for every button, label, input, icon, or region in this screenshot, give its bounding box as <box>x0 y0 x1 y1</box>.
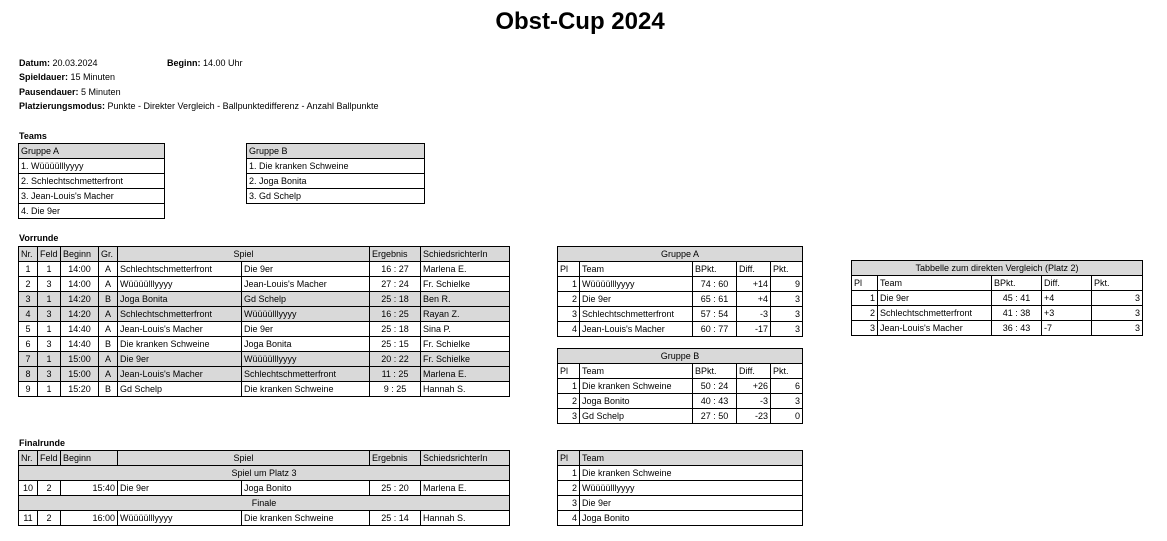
tabelle_b-diff-cell: +26 <box>737 379 771 394</box>
tabelle_b-platz-cell: 3 <box>558 409 580 424</box>
teams-label: Teams <box>19 131 47 141</box>
tabelle_b-diff-cell: -3 <box>737 394 771 409</box>
vorrunde-table <box>18 246 510 397</box>
table-row <box>558 394 803 409</box>
fr-h-schiri: SchiedsrichterIn <box>421 451 510 466</box>
vorrunde-ergebnis-cell: 16 : 25 <box>370 307 421 322</box>
finalrunde-label: Finalrunde <box>19 438 66 448</box>
direkt-platz-cell: 2 <box>852 306 878 321</box>
p3-ergebnis: 25 : 20 <box>370 481 421 496</box>
gruppe-a-title: Gruppe A <box>558 247 803 262</box>
vorrunde-nr-cell: 9 <box>19 382 38 397</box>
gruppe-a-teams <box>18 143 165 219</box>
vorrunde-feld-cell: 1 <box>38 382 61 397</box>
direkt-pkt-cell: 3 <box>1092 306 1143 321</box>
direkt-bpkt-cell: 45 : 41 <box>992 291 1042 306</box>
vorrunde-ergebnis-cell: 25 : 15 <box>370 337 421 352</box>
fin-ergebnis: 25 : 14 <box>370 511 421 526</box>
table-row <box>852 291 1143 306</box>
tabelle_a-diff-cell: +14 <box>737 277 771 292</box>
table-row <box>558 481 803 496</box>
fin-schiri: Hannah S. <box>421 511 510 526</box>
ta-h-bpkt: BPkt. <box>693 262 737 277</box>
direkt-title: Tabbelle zum direkten Vergleich (Platz 2) <box>852 261 1143 276</box>
tabelle_a-team-cell: Die 9er <box>580 292 693 307</box>
datum-line <box>19 58 98 68</box>
table-row <box>558 496 803 511</box>
gruppe-a-standings <box>557 246 803 337</box>
vorrunde-beginn-cell: 14:40 <box>61 337 99 352</box>
direkt-team-cell: Jean-Louis's Macher <box>878 321 992 336</box>
ta-h-team: Team <box>580 262 693 277</box>
te-h-team: Team <box>580 451 803 466</box>
vorrunde-team2-cell: Schlechtschmetterfront <box>242 367 370 382</box>
ta-h-diff: Diff. <box>737 262 771 277</box>
vorrunde-gruppe-cell: B <box>99 382 118 397</box>
vorrunde-beginn-cell: 14:40 <box>61 322 99 337</box>
direkt-pkt-cell: 3 <box>1092 291 1143 306</box>
vorrunde-ergebnis-cell: 16 : 27 <box>370 262 421 277</box>
vorrunde-beginn-cell: 14:20 <box>61 307 99 322</box>
tabelle_a-pkt-cell: 9 <box>771 277 803 292</box>
vorrunde-schiri-cell: Marlena E. <box>421 262 510 277</box>
vorrunde-team1-cell: Gd Schelp <box>118 382 242 397</box>
finalrunde-table <box>18 450 510 526</box>
te-h-pl: Pl <box>558 451 580 466</box>
fr-h-ergebnis: Ergebnis <box>370 451 421 466</box>
vorrunde-team2-cell: Jean-Louis's Macher <box>242 277 370 292</box>
vorrunde-team1-cell: Wüüüülllyyyy <box>118 277 242 292</box>
vorrunde-gruppe-cell: A <box>99 352 118 367</box>
tabelle_b-bpkt-cell: 50 : 24 <box>693 379 737 394</box>
pausendauer-line <box>19 87 121 97</box>
vorrunde-nr-cell: 5 <box>19 322 38 337</box>
tabelle_b-team-cell: Joga Bonito <box>580 394 693 409</box>
vorrunde-gruppe-cell: B <box>99 337 118 352</box>
table-row <box>558 322 803 337</box>
direkt-diff-cell: +4 <box>1042 291 1092 306</box>
tabelle_a-team-cell: Jean-Louis's Macher <box>580 322 693 337</box>
tabelle_a-diff-cell: +4 <box>737 292 771 307</box>
spieldauer-label: Spieldauer: <box>19 72 69 82</box>
vorrunde-team1-cell: Die kranken Schweine <box>118 337 242 352</box>
tabelle_a-team-cell: Schlechtschmetterfront <box>580 307 693 322</box>
direkt-team-cell: Die 9er <box>878 291 992 306</box>
endstand-team-cell: Die kranken Schweine <box>580 466 803 481</box>
direkt-platz-cell: 3 <box>852 321 878 336</box>
vorrunde-feld-cell: 1 <box>38 352 61 367</box>
vorrunde-feld-cell: 1 <box>38 262 61 277</box>
tabelle_a-bpkt-cell: 57 : 54 <box>693 307 737 322</box>
fin-beginn: 16:00 <box>61 511 118 526</box>
vr-h-schiri: SchiedsrichterIn <box>421 247 510 262</box>
vorrunde-ergebnis-cell: 25 : 18 <box>370 292 421 307</box>
tabelle_b-team-cell: Die kranken Schweine <box>580 379 693 394</box>
endstand-team-cell: Wüüüülllyyyy <box>580 481 803 496</box>
vorrunde-team1-cell: Jean-Louis's Macher <box>118 322 242 337</box>
gruppe-b-teams <box>246 143 425 204</box>
datum-label: Datum: <box>19 58 50 68</box>
team-a-4: 4. Die 9er <box>19 204 165 219</box>
direkt-diff-cell: +3 <box>1042 306 1092 321</box>
vorrunde-team1-cell: Die 9er <box>118 352 242 367</box>
vorrunde-beginn-cell: 15:00 <box>61 367 99 382</box>
vr-h-beginn: Beginn <box>61 247 99 262</box>
vorrunde-nr-cell: 8 <box>19 367 38 382</box>
endstand-platz-cell: 3 <box>558 496 580 511</box>
p3-beginn: 15:40 <box>61 481 118 496</box>
fr-h-nr: Nr. <box>19 451 38 466</box>
direkt-team-cell: Schlechtschmetterfront <box>878 306 992 321</box>
vorrunde-beginn-cell: 14:20 <box>61 292 99 307</box>
team-a-1: 1. Wüüüülllyyyy <box>19 159 165 174</box>
team-b-2: 2. Joga Bonita <box>247 174 425 189</box>
vorrunde-gruppe-cell: B <box>99 292 118 307</box>
gruppe-b-title: Gruppe B <box>558 349 803 364</box>
team-b-3: 3. Gd Schelp <box>247 189 425 204</box>
gruppe-b-header: Gruppe B <box>247 144 425 159</box>
vorrunde-ergebnis-cell: 11 : 25 <box>370 367 421 382</box>
table-row <box>19 367 510 382</box>
vorrunde-schiri-cell: Marlena E. <box>421 367 510 382</box>
modus-label: Platzierungsmodus: <box>19 101 106 111</box>
tabelle_a-platz-cell: 2 <box>558 292 580 307</box>
vorrunde-feld-cell: 1 <box>38 322 61 337</box>
vorrunde-gruppe-cell: A <box>99 322 118 337</box>
vorrunde-team2-cell: Wüüüülllyyyy <box>242 307 370 322</box>
table-row <box>558 511 803 526</box>
table-row <box>558 277 803 292</box>
vorrunde-ergebnis-cell: 9 : 25 <box>370 382 421 397</box>
vr-h-feld: Feld <box>38 247 61 262</box>
endstand-team-cell: Joga Bonito <box>580 511 803 526</box>
table-row <box>558 307 803 322</box>
pausendauer-value: 5 Minuten <box>81 87 121 97</box>
table-row <box>19 307 510 322</box>
tabelle_a-bpkt-cell: 74 : 60 <box>693 277 737 292</box>
vorrunde-feld-cell: 3 <box>38 277 61 292</box>
vorrunde-schiri-cell: Hannah S. <box>421 382 510 397</box>
td-h-bpkt: BPkt. <box>992 276 1042 291</box>
vorrunde-nr-cell: 7 <box>19 352 38 367</box>
vorrunde-team2-cell: Die 9er <box>242 262 370 277</box>
td-h-pkt: Pkt. <box>1092 276 1143 291</box>
beginn-value: 14.00 Uhr <box>203 58 243 68</box>
td-h-team: Team <box>878 276 992 291</box>
fr-h-spiel: Spiel <box>118 451 370 466</box>
fr-h-feld: Feld <box>38 451 61 466</box>
tabelle_b-bpkt-cell: 27 : 50 <box>693 409 737 424</box>
vorrunde-gruppe-cell: A <box>99 262 118 277</box>
vorrunde-nr-cell: 2 <box>19 277 38 292</box>
vorrunde-schiri-cell: Fr. Schielke <box>421 352 510 367</box>
p3-team2: Joga Bonito <box>242 481 370 496</box>
vorrunde-team1-cell: Schlechtschmetterfront <box>118 262 242 277</box>
tabelle_b-pkt-cell: 6 <box>771 379 803 394</box>
table-row <box>558 379 803 394</box>
tabelle_a-platz-cell: 3 <box>558 307 580 322</box>
table-row <box>19 352 510 367</box>
vr-h-spiel: Spiel <box>118 247 370 262</box>
table-row <box>19 337 510 352</box>
spieldauer-line <box>19 72 115 82</box>
datum-value: 20.03.2024 <box>52 58 98 68</box>
vorrunde-schiri-cell: Fr. Schielke <box>421 337 510 352</box>
table-row <box>558 466 803 481</box>
tabelle_a-diff-cell: -17 <box>737 322 771 337</box>
vorrunde-ergebnis-cell: 25 : 18 <box>370 322 421 337</box>
vorrunde-schiri-cell: Fr. Schielke <box>421 277 510 292</box>
endstand-platz-cell: 1 <box>558 466 580 481</box>
vorrunde-nr-cell: 6 <box>19 337 38 352</box>
table-row <box>852 321 1143 336</box>
tb-h-bpkt: BPkt. <box>693 364 737 379</box>
tabelle_a-pkt-cell: 3 <box>771 307 803 322</box>
finale-row <box>19 511 510 526</box>
vorrunde-schiri-cell: Ben R. <box>421 292 510 307</box>
table-row <box>852 306 1143 321</box>
vorrunde-team2-cell: Gd Schelp <box>242 292 370 307</box>
team-b-1: 1. Die kranken Schweine <box>247 159 425 174</box>
p3-schiri: Marlena E. <box>421 481 510 496</box>
tabelle_a-pkt-cell: 3 <box>771 292 803 307</box>
vorrunde-team2-cell: Wüüüülllyyyy <box>242 352 370 367</box>
table-row <box>19 322 510 337</box>
fin-nr: 11 <box>19 511 38 526</box>
tabelle_b-platz-cell: 1 <box>558 379 580 394</box>
table-row <box>558 292 803 307</box>
vorrunde-label: Vorrunde <box>19 233 59 243</box>
tabelle_b-bpkt-cell: 40 : 43 <box>693 394 737 409</box>
td-h-diff: Diff. <box>1042 276 1092 291</box>
table-row <box>19 292 510 307</box>
vorrunde-team1-cell: Jean-Louis's Macher <box>118 367 242 382</box>
endstand-platz-cell: 4 <box>558 511 580 526</box>
vr-h-gr: Gr. <box>99 247 118 262</box>
beginn-line <box>167 58 243 68</box>
modus-line <box>19 101 379 111</box>
tb-h-diff: Diff. <box>737 364 771 379</box>
vorrunde-ergebnis-cell: 27 : 24 <box>370 277 421 292</box>
vorrunde-nr-cell: 4 <box>19 307 38 322</box>
tabelle_a-team-cell: Wüüüülllyyyy <box>580 277 693 292</box>
table-row <box>19 382 510 397</box>
vorrunde-schiri-cell: Rayan Z. <box>421 307 510 322</box>
vorrunde-gruppe-cell: A <box>99 367 118 382</box>
ta-h-pkt: Pkt. <box>771 262 803 277</box>
vorrunde-team1-cell: Schlechtschmetterfront <box>118 307 242 322</box>
vorrunde-feld-cell: 3 <box>38 337 61 352</box>
tabelle_a-bpkt-cell: 65 : 61 <box>693 292 737 307</box>
spieldauer-value: 15 Minuten <box>70 72 116 82</box>
fin-team1: Wüüüülllyyyy <box>118 511 242 526</box>
direkt-bpkt-cell: 41 : 38 <box>992 306 1042 321</box>
tabelle_b-team-cell: Gd Schelp <box>580 409 693 424</box>
vorrunde-gruppe-cell: A <box>99 307 118 322</box>
team-a-3: 3. Jean-Louis's Macher <box>19 189 165 204</box>
tb-h-pl: Pl <box>558 364 580 379</box>
vr-h-ergebnis: Ergebnis <box>370 247 421 262</box>
direkter-vergleich-table <box>851 260 1143 336</box>
vorrunde-gruppe-cell: A <box>99 277 118 292</box>
modus-value: Punkte - Direkter Vergleich - Ballpunktedifferenz - Anzahl Ballpunkte <box>107 101 379 111</box>
tabelle_b-platz-cell: 2 <box>558 394 580 409</box>
ta-h-pl: Pl <box>558 262 580 277</box>
tabelle_a-bpkt-cell: 60 : 77 <box>693 322 737 337</box>
gruppe-b-standings <box>557 348 803 424</box>
direkt-pkt-cell: 3 <box>1092 321 1143 336</box>
tabelle_b-diff-cell: -23 <box>737 409 771 424</box>
endstand-table <box>557 450 803 526</box>
vorrunde-team2-cell: Die 9er <box>242 322 370 337</box>
vorrunde-ergebnis-cell: 20 : 22 <box>370 352 421 367</box>
p3-feld: 2 <box>38 481 61 496</box>
tb-h-pkt: Pkt. <box>771 364 803 379</box>
vorrunde-beginn-cell: 14:00 <box>61 277 99 292</box>
table-row <box>19 277 510 292</box>
fin-feld: 2 <box>38 511 61 526</box>
tabelle_b-pkt-cell: 3 <box>771 394 803 409</box>
vr-h-nr: Nr. <box>19 247 38 262</box>
vorrunde-feld-cell: 3 <box>38 367 61 382</box>
table-row <box>558 409 803 424</box>
vorrunde-beginn-cell: 15:20 <box>61 382 99 397</box>
page-title: Obst-Cup 2024 <box>495 8 665 35</box>
direkt-bpkt-cell: 36 : 43 <box>992 321 1042 336</box>
endstand-platz-cell: 2 <box>558 481 580 496</box>
vorrunde-feld-cell: 1 <box>38 292 61 307</box>
platz3-row <box>19 481 510 496</box>
pausendauer-label: Pausendauer: <box>19 87 79 97</box>
finale-label: Finale <box>19 496 510 511</box>
vorrunde-feld-cell: 3 <box>38 307 61 322</box>
tabelle_b-pkt-cell: 0 <box>771 409 803 424</box>
platz3-label: Spiel um Platz 3 <box>19 466 510 481</box>
team-a-2: 2. Schlechtschmetterfront <box>19 174 165 189</box>
p3-nr: 10 <box>19 481 38 496</box>
vorrunde-nr-cell: 1 <box>19 262 38 277</box>
direkt-diff-cell: -7 <box>1042 321 1092 336</box>
beginn-label: Beginn: <box>167 58 201 68</box>
fr-h-beginn: Beginn <box>61 451 118 466</box>
vorrunde-nr-cell: 3 <box>19 292 38 307</box>
fin-team2: Die kranken Schweine <box>242 511 370 526</box>
direkt-platz-cell: 1 <box>852 291 878 306</box>
vorrunde-schiri-cell: Sina P. <box>421 322 510 337</box>
endstand-team-cell: Die 9er <box>580 496 803 511</box>
tabelle_a-platz-cell: 4 <box>558 322 580 337</box>
vorrunde-team2-cell: Joga Bonita <box>242 337 370 352</box>
tabelle_a-diff-cell: -3 <box>737 307 771 322</box>
vorrunde-beginn-cell: 14:00 <box>61 262 99 277</box>
td-h-pl: Pl <box>852 276 878 291</box>
gruppe-a-header: Gruppe A <box>19 144 165 159</box>
vorrunde-team2-cell: Die kranken Schweine <box>242 382 370 397</box>
p3-team1: Die 9er <box>118 481 242 496</box>
vorrunde-beginn-cell: 15:00 <box>61 352 99 367</box>
table-row <box>19 262 510 277</box>
tb-h-team: Team <box>580 364 693 379</box>
tabelle_a-pkt-cell: 3 <box>771 322 803 337</box>
vorrunde-team1-cell: Joga Bonita <box>118 292 242 307</box>
tabelle_a-platz-cell: 1 <box>558 277 580 292</box>
